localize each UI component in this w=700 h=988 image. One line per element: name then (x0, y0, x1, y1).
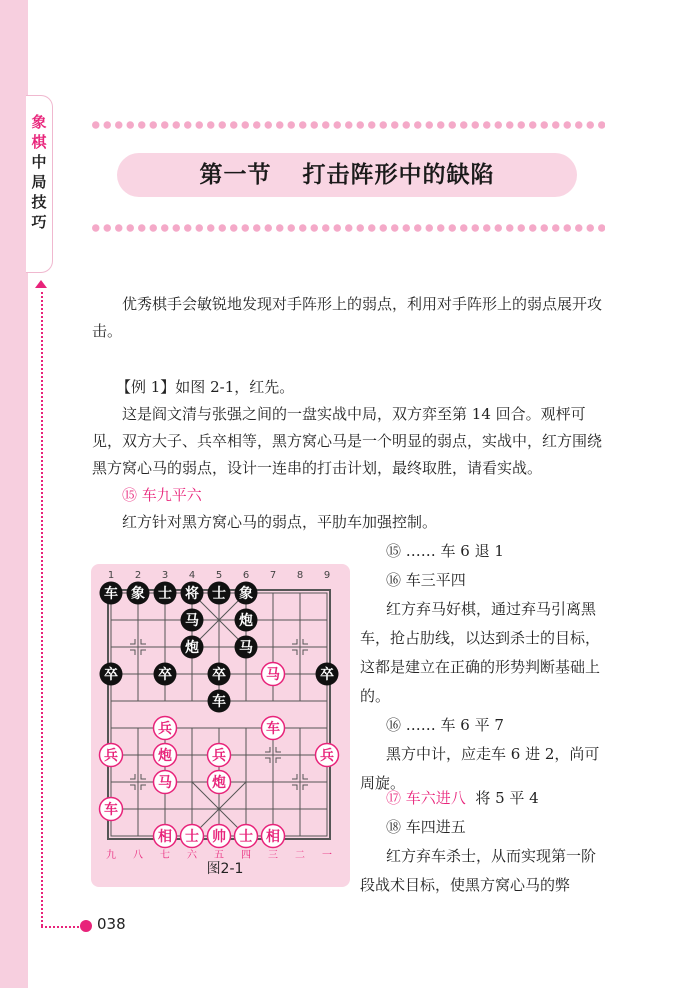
piece-label: 炮 (212, 775, 226, 791)
file-label-top: 5 (215, 570, 223, 581)
move-18-red: ⑱ 车四进五 (386, 818, 466, 836)
file-label-top: 2 (134, 570, 142, 581)
black-piece (100, 582, 123, 605)
piece-label: 士 (239, 829, 253, 845)
red-piece (208, 744, 231, 767)
file-label-top: 7 (269, 570, 277, 581)
black-piece (208, 582, 231, 605)
file-label-top: 9 (323, 570, 331, 581)
file-label-bottom: 一 (322, 850, 332, 861)
file-label-bottom: 七 (160, 850, 170, 861)
red-piece (235, 825, 258, 848)
red-piece (154, 744, 177, 767)
position-marker (292, 785, 297, 790)
piece-label: 车 (266, 721, 280, 737)
position-marker (141, 785, 146, 790)
move-17-red: ⑰ 车六进八 (386, 789, 466, 807)
piece-label: 炮 (185, 640, 199, 656)
dotted-guide (41, 292, 43, 926)
book-title-part2: 中局技巧 (31, 153, 47, 231)
piece-label: 相 (158, 829, 172, 845)
intro-paragraph: 优秀棋手会敏锐地发现对手阵形上的弱点，利用对手阵形上的弱点展开攻击。 (92, 295, 603, 340)
piece-label: 兵 (158, 721, 172, 737)
position-marker (303, 639, 308, 644)
red-piece (262, 717, 285, 740)
position-marker (303, 650, 308, 655)
piece-label: 象 (239, 586, 253, 602)
file-label-top: 8 (296, 570, 304, 581)
red-piece (262, 825, 285, 848)
file-label-bottom: 八 (133, 850, 143, 861)
move-16-red-note: 红方弃马好棋，通过弃马引离黑车，抢占肋线，以达到杀士的目标，这都是建立在正确的形势判断基础上的。 (360, 600, 601, 705)
black-piece (100, 663, 123, 686)
piece-label: 兵 (212, 748, 226, 764)
black-piece (208, 663, 231, 686)
piece-label: 炮 (158, 748, 172, 764)
book-title-part1: 象棋 (31, 113, 47, 151)
red-piece (100, 798, 123, 821)
move-15-red: ⑮ 车九平六 (122, 486, 202, 504)
red-piece (181, 825, 204, 848)
red-piece (154, 825, 177, 848)
piece-label: 卒 (320, 667, 334, 683)
piece-label: 卒 (104, 667, 118, 683)
black-piece (316, 663, 339, 686)
piece-label: 车 (212, 694, 226, 710)
file-label-top: 6 (242, 570, 250, 581)
dotted-guide-horizontal (41, 926, 83, 928)
piece-label: 马 (158, 775, 172, 791)
file-label-bottom: 四 (241, 850, 251, 861)
red-piece (208, 771, 231, 794)
position-marker (292, 639, 297, 644)
position-marker (276, 747, 281, 752)
black-piece (208, 690, 231, 713)
piece-label: 马 (266, 667, 280, 683)
position-marker (141, 650, 146, 655)
move-18-red-note: 红方弃车杀士，从而实现第一阶段战术目标，使黑方窝心马的弊 (360, 847, 597, 894)
piece-label: 象 (131, 586, 145, 602)
move-17 (360, 784, 636, 813)
file-label-bottom: 五 (214, 850, 224, 861)
position-marker (130, 774, 135, 779)
red-piece (262, 663, 285, 686)
piece-label: 马 (185, 613, 199, 629)
board-panel (91, 564, 350, 887)
black-piece (181, 582, 204, 605)
position-marker (141, 639, 146, 644)
file-label-top: 1 (107, 570, 115, 581)
move-16-red: ⑯ 车三平四 (386, 571, 466, 589)
move-16-black-note: 黑方中计，应走车 6 进 2，尚可周旋。 (360, 745, 600, 792)
piece-label: 车 (104, 802, 118, 818)
move-15-red-note: 红方针对黑方窝心马的弱点，平肋车加强控制。 (122, 513, 438, 531)
position-marker (141, 774, 146, 779)
red-piece (100, 744, 123, 767)
piece-label: 士 (212, 586, 226, 602)
file-label-bottom: 二 (295, 850, 305, 861)
file-label-top: 4 (188, 570, 196, 581)
triangle-up-icon (35, 280, 47, 288)
position-marker (265, 747, 270, 752)
file-label-bottom: 六 (187, 850, 197, 861)
position-marker (303, 785, 308, 790)
black-piece (235, 582, 258, 605)
file-label-top: 3 (161, 570, 169, 581)
figure-caption: 图2-1 (206, 861, 244, 877)
piece-label: 马 (239, 640, 253, 656)
move-16-black: ⑯ …… 车 6 平 7 (386, 716, 504, 734)
position-marker (265, 758, 270, 763)
piece-label: 卒 (212, 667, 226, 683)
black-piece (181, 609, 204, 632)
example-heading: 【例 1】如图 2-1，红先。 (116, 378, 295, 396)
red-piece (208, 825, 231, 848)
piece-label: 兵 (320, 748, 334, 764)
piece-label: 卒 (158, 667, 172, 683)
black-piece (127, 582, 150, 605)
example-paragraph: 这是阎文清与张强之间的一盘实战中局，双方弈至第 14 回合。观枰可见，双方大子、兵卒相等，黑方窝心马是一个明显的弱点，实战中，红方围绕黑方窝心马的弱点，设计一连串的打击计划，最终取胜，请看实战。 (92, 405, 603, 477)
move-17-black: 将 5 平 4 (475, 789, 539, 807)
black-piece (235, 609, 258, 632)
xiangqi-board (91, 564, 350, 887)
file-label-bottom: 九 (106, 850, 116, 861)
red-piece (316, 744, 339, 767)
piece-label: 相 (266, 829, 280, 845)
side-strip (0, 0, 28, 988)
position-marker (130, 639, 135, 644)
position-marker (130, 785, 135, 790)
black-piece (154, 582, 177, 605)
move-15-black: ⑮ …… 车 6 退 1 (386, 542, 504, 560)
position-marker (292, 774, 297, 779)
section-title: 第一节 打击阵形中的缺陷 (117, 153, 577, 197)
dot-divider-top (90, 120, 605, 130)
black-piece (181, 636, 204, 659)
piece-label: 帅 (212, 829, 226, 845)
piece-label: 炮 (239, 613, 253, 629)
piece-label: 士 (158, 586, 172, 602)
red-piece (154, 717, 177, 740)
piece-label: 兵 (104, 748, 118, 764)
piece-label: 车 (104, 586, 118, 602)
red-piece (154, 771, 177, 794)
black-piece (154, 663, 177, 686)
page-dot-icon (80, 920, 92, 932)
dot-divider-bottom (90, 223, 605, 233)
file-label-bottom: 三 (268, 850, 278, 861)
position-marker (303, 774, 308, 779)
black-piece (235, 636, 258, 659)
piece-label: 将 (185, 586, 199, 602)
piece-label: 士 (185, 829, 199, 845)
position-marker (130, 650, 135, 655)
position-marker (276, 758, 281, 763)
book-title (28, 112, 50, 232)
page-number: 038 (97, 915, 126, 933)
position-marker (292, 650, 297, 655)
